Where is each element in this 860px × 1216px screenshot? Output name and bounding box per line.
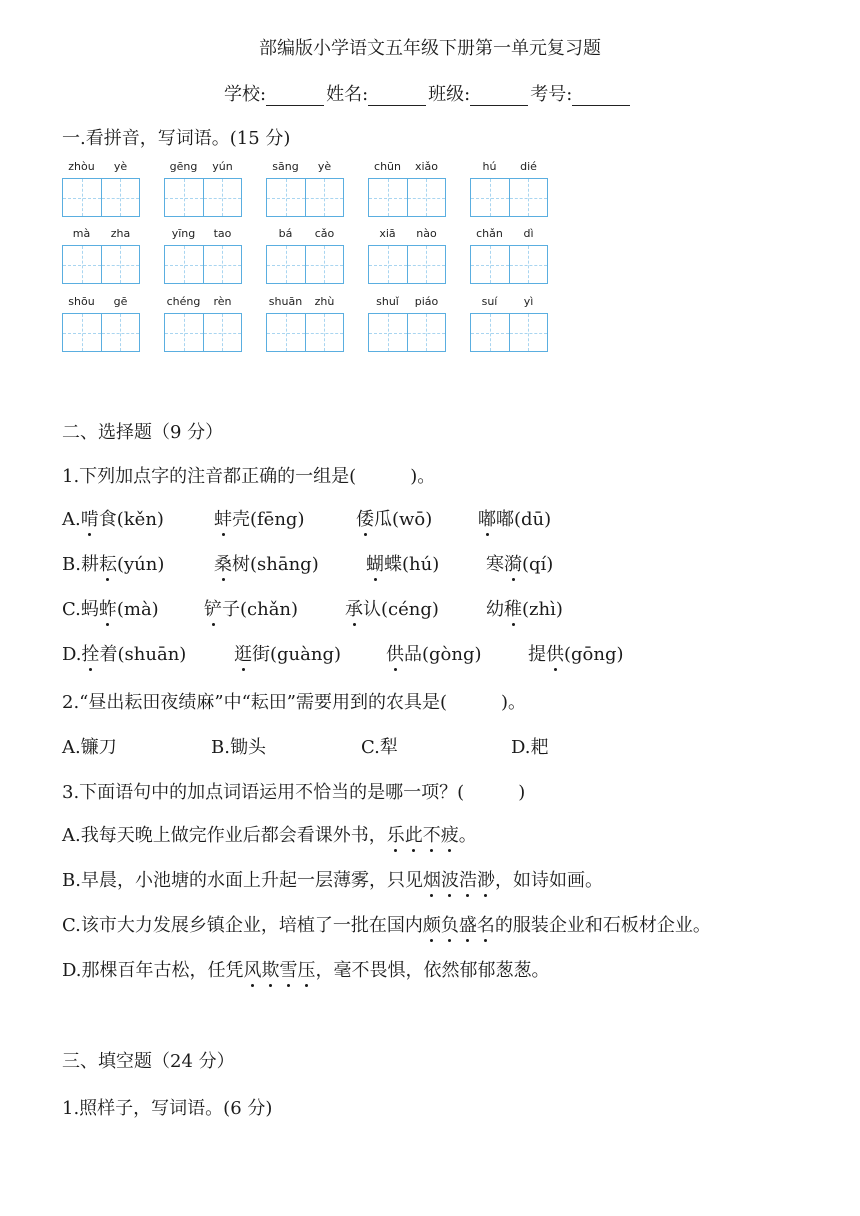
word-text: C.蚂 — [62, 599, 99, 620]
writing-cell[interactable] — [63, 179, 101, 216]
number-label: 考号: — [530, 84, 573, 105]
option-text: C.该市大力发展乡镇企业，培植了一批在国内 — [62, 915, 423, 936]
question-1-option-b-word[interactable] — [62, 550, 164, 576]
pinyin-item — [470, 160, 548, 216]
question-1-stem: 1.下列加点字的注音都正确的一组是( )。 — [62, 466, 436, 487]
word-text: 壳(fēng) — [232, 509, 305, 530]
pinyin-syllable: shuǐ — [376, 295, 399, 308]
writing-cell[interactable] — [369, 314, 407, 351]
dotted-character: 渺 — [477, 866, 495, 892]
question-1-option-c-word — [204, 595, 298, 621]
dotted-character: 欺 — [262, 956, 280, 982]
pinyin-syllable: sāng — [272, 160, 299, 173]
pinyin-syllable: dié — [520, 160, 537, 173]
class-label: 班级: — [428, 84, 471, 105]
dotted-character: 不 — [423, 821, 441, 847]
pinyin-syllable: mà — [72, 227, 91, 240]
pinyin-item — [266, 160, 344, 216]
word-text: (yún) — [116, 554, 165, 575]
pinyin-syllable: yún — [212, 160, 233, 173]
pinyin-item — [164, 295, 242, 351]
tianzige-box — [62, 178, 140, 217]
writing-cell[interactable] — [407, 179, 446, 216]
pinyin-item — [62, 295, 140, 351]
dotted-character: 拴 — [82, 640, 100, 666]
name-label: 姓名: — [326, 84, 369, 105]
section3-question-1: 1.照样子，写词语。(6 分) — [62, 1098, 273, 1119]
writing-cell[interactable] — [267, 246, 305, 283]
tianzige-box — [266, 178, 344, 217]
pinyin-syllable: xiǎo — [414, 160, 439, 173]
writing-cell[interactable] — [369, 246, 407, 283]
word-text: 认(céng) — [363, 599, 439, 620]
school-blank[interactable] — [266, 87, 324, 106]
page-title: 部编版小学语文五年级下册第一单元复习题 — [259, 38, 601, 59]
tianzige-box — [62, 245, 140, 284]
dotted-character: 稚 — [504, 595, 522, 621]
dotted-character: 蝴 — [366, 550, 384, 576]
dotted-character: 名 — [477, 911, 495, 937]
writing-cell[interactable] — [407, 314, 446, 351]
dotted-character: 啃 — [81, 505, 99, 531]
dotted-character: 盛 — [459, 911, 477, 937]
writing-cell[interactable] — [369, 179, 407, 216]
dotted-character: 波 — [441, 866, 459, 892]
pinyin-item — [164, 160, 242, 216]
dotted-character: 承 — [345, 595, 363, 621]
tianzige-box — [164, 313, 242, 352]
writing-cell[interactable] — [509, 246, 548, 283]
pinyin-syllable: chūn — [374, 160, 401, 173]
writing-cell[interactable] — [267, 179, 305, 216]
word-text: 寒 — [486, 554, 504, 575]
word-text: 着(shuān) — [99, 644, 187, 665]
word-text: 幼 — [486, 599, 504, 620]
tianzige-box — [164, 178, 242, 217]
question-3-stem: 3.下面语句中的加点词语运用不恰当的是哪一项？( ) — [62, 782, 526, 803]
pinyin-syllable: xiā — [379, 227, 396, 240]
question-2-stem: 2.“昼出耘田夜绩麻”中“耘田”需要用到的农具是( )。 — [62, 692, 527, 713]
pinyin-item — [62, 227, 140, 283]
dotted-character: 此 — [405, 821, 423, 847]
word-text: 嘟(dū) — [496, 509, 552, 530]
dotted-phrase — [387, 825, 459, 846]
dotted-character: 蚌 — [214, 505, 232, 531]
dotted-character: 负 — [441, 911, 459, 937]
option-text: A.我每天晚上做完作业后都会看课外书， — [62, 825, 387, 846]
pinyin-syllable: zha — [110, 227, 131, 240]
pinyin-syllable: rèn — [213, 295, 232, 308]
pinyin-syllable: dì — [523, 227, 534, 240]
question-1-option-a-word[interactable] — [62, 505, 164, 531]
number-blank[interactable] — [572, 87, 630, 106]
question-1-option-b-word — [486, 550, 553, 576]
option-text: B.早晨，小池塘的水面上升起一层薄雾，只见 — [62, 870, 423, 891]
question-1-option-b-word — [214, 550, 319, 576]
question-1-option-a-word — [214, 505, 304, 531]
question-1-option-a-word — [356, 505, 432, 531]
pinyin-syllable: nào — [416, 227, 437, 240]
word-text: B.耕 — [62, 554, 99, 575]
word-text: A. — [62, 509, 81, 530]
dotted-character: 压 — [298, 956, 316, 982]
writing-cell[interactable] — [305, 314, 344, 351]
word-text: 树(shāng) — [232, 554, 319, 575]
pinyin-item — [164, 227, 242, 283]
word-text: 提 — [528, 644, 546, 665]
pinyin-syllable: zhù — [314, 295, 335, 308]
writing-cell[interactable] — [165, 179, 203, 216]
student-info-row — [224, 80, 632, 106]
dotted-character: 雪 — [280, 956, 298, 982]
word-text: 子(chǎn) — [222, 599, 299, 620]
writing-cell[interactable] — [101, 179, 140, 216]
pinyin-syllable: cǎo — [314, 227, 335, 240]
dotted-character: 乐 — [387, 821, 405, 847]
pinyin-item — [368, 295, 446, 351]
option-text: 的服装企业和石板材企业。 — [494, 915, 711, 936]
writing-cell[interactable] — [203, 246, 242, 283]
pinyin-item — [368, 160, 446, 216]
word-text: (mà) — [116, 599, 159, 620]
writing-cell[interactable] — [509, 314, 548, 351]
dotted-character: 风 — [244, 956, 262, 982]
pinyin-syllable: bá — [278, 227, 293, 240]
question-3-option-a[interactable] — [62, 821, 477, 847]
dotted-character: 浩 — [459, 866, 477, 892]
pinyin-syllable: gēng — [169, 160, 198, 173]
word-text: 蝶(hú) — [384, 554, 440, 575]
dotted-character: 倭 — [356, 505, 374, 531]
writing-cell[interactable] — [407, 246, 446, 283]
tianzige-box — [164, 245, 242, 284]
option-text: D.那棵百年古松，任凭 — [62, 960, 244, 981]
question-1-option-d-word — [528, 640, 624, 666]
writing-cell[interactable] — [471, 179, 509, 216]
pinyin-item — [62, 160, 140, 216]
writing-cell[interactable] — [101, 314, 140, 351]
writing-cell[interactable] — [305, 179, 344, 216]
pinyin-item — [266, 227, 344, 283]
writing-cell[interactable] — [165, 314, 203, 351]
dotted-character: 烟 — [423, 866, 441, 892]
pinyin-syllable: yīng — [171, 227, 196, 240]
option-text: ，毫不畏惧，依然郁郁葱葱。 — [315, 960, 550, 981]
question-1-option-d-word[interactable] — [62, 640, 186, 666]
pinyin-item — [368, 227, 446, 283]
dotted-character: 疲 — [441, 821, 459, 847]
writing-cell[interactable] — [267, 314, 305, 351]
pinyin-syllable: yè — [113, 160, 128, 173]
section3-heading: 三、填空题（24 分） — [62, 1051, 235, 1072]
question-1-option-a-word — [478, 505, 551, 531]
question-1-option-c-word[interactable] — [62, 595, 159, 621]
writing-cell[interactable] — [63, 246, 101, 283]
tianzige-box — [266, 313, 344, 352]
dotted-character: 颇 — [423, 911, 441, 937]
dotted-character: 逛 — [234, 640, 252, 666]
word-text: (qí) — [522, 554, 554, 575]
word-text: 街(guàng) — [252, 644, 342, 665]
dotted-phrase — [423, 870, 495, 891]
question-3-option-d[interactable] — [62, 956, 550, 982]
word-text: 品(gòng) — [404, 644, 482, 665]
question-2-option-a[interactable]: A.镰刀 — [62, 737, 117, 758]
question-1-option-b-word — [366, 550, 439, 576]
pinyin-syllable: tao — [213, 227, 232, 240]
writing-cell[interactable] — [471, 246, 509, 283]
question-1-option-d-word — [234, 640, 341, 666]
word-text: D. — [62, 644, 82, 665]
tianzige-box — [470, 178, 548, 217]
tianzige-box — [266, 245, 344, 284]
tianzige-box — [368, 313, 446, 352]
dotted-character: 铲 — [204, 595, 222, 621]
writing-cell[interactable] — [165, 246, 203, 283]
dotted-phrase — [244, 960, 316, 981]
word-text: 食(kěn) — [98, 509, 164, 530]
writing-cell[interactable] — [101, 246, 140, 283]
class-blank[interactable] — [470, 87, 528, 106]
word-text: (gōng) — [564, 644, 624, 665]
tianzige-box — [62, 313, 140, 352]
dotted-character: 漪 — [504, 550, 522, 576]
section1-heading: 一.看拼音，写词语。(15 分) — [62, 128, 291, 149]
question-1-option-c-word — [486, 595, 563, 621]
question-2-option-b[interactable]: B.锄头 — [211, 737, 266, 758]
option-text: ，如诗如画。 — [494, 870, 603, 891]
pinyin-syllable: shōu — [68, 295, 95, 308]
writing-cell[interactable] — [203, 179, 242, 216]
dotted-character: 耘 — [99, 550, 117, 576]
dotted-character: 嘟 — [478, 505, 496, 531]
writing-cell[interactable] — [305, 246, 344, 283]
pinyin-item — [266, 295, 344, 351]
question-2-option-d[interactable]: D.耙 — [511, 737, 549, 758]
pinyin-item — [470, 227, 548, 283]
pinyin-syllable: piáo — [414, 295, 439, 308]
dotted-character: 桑 — [214, 550, 232, 576]
dotted-phrase — [423, 915, 495, 936]
section2-heading: 二、选择题（9 分） — [62, 422, 224, 443]
word-text: (zhì) — [522, 599, 563, 620]
writing-cell[interactable] — [63, 314, 101, 351]
pinyin-syllable: gē — [113, 295, 128, 308]
pinyin-syllable: yè — [317, 160, 332, 173]
tianzige-box — [470, 313, 548, 352]
tianzige-box — [470, 245, 548, 284]
writing-cell[interactable] — [509, 179, 548, 216]
option-text: 。 — [458, 825, 477, 846]
pinyin-syllable: zhòu — [68, 160, 95, 173]
question-1-option-c-word — [345, 595, 439, 621]
pinyin-syllable: shuān — [268, 295, 303, 308]
pinyin-item — [470, 295, 548, 351]
writing-cell[interactable] — [471, 314, 509, 351]
pinyin-syllable: yì — [523, 295, 534, 308]
question-3-option-b[interactable] — [62, 866, 603, 892]
pinyin-syllable: chéng — [166, 295, 201, 308]
question-2-option-c[interactable]: C.犁 — [361, 737, 398, 758]
tianzige-box — [368, 178, 446, 217]
dotted-character: 供 — [386, 640, 404, 666]
tianzige-box — [368, 245, 446, 284]
pinyin-syllable: chǎn — [476, 227, 503, 240]
pinyin-syllable: hú — [482, 160, 497, 173]
dotted-character: 蚱 — [99, 595, 117, 621]
writing-cell[interactable] — [203, 314, 242, 351]
question-3-option-c[interactable] — [62, 911, 711, 937]
word-text: 瓜(wō) — [374, 509, 433, 530]
name-blank[interactable] — [368, 87, 426, 106]
question-1-option-d-word — [386, 640, 482, 666]
pinyin-syllable: suí — [481, 295, 498, 308]
dotted-character: 供 — [546, 640, 564, 666]
school-label: 学校: — [224, 84, 267, 105]
